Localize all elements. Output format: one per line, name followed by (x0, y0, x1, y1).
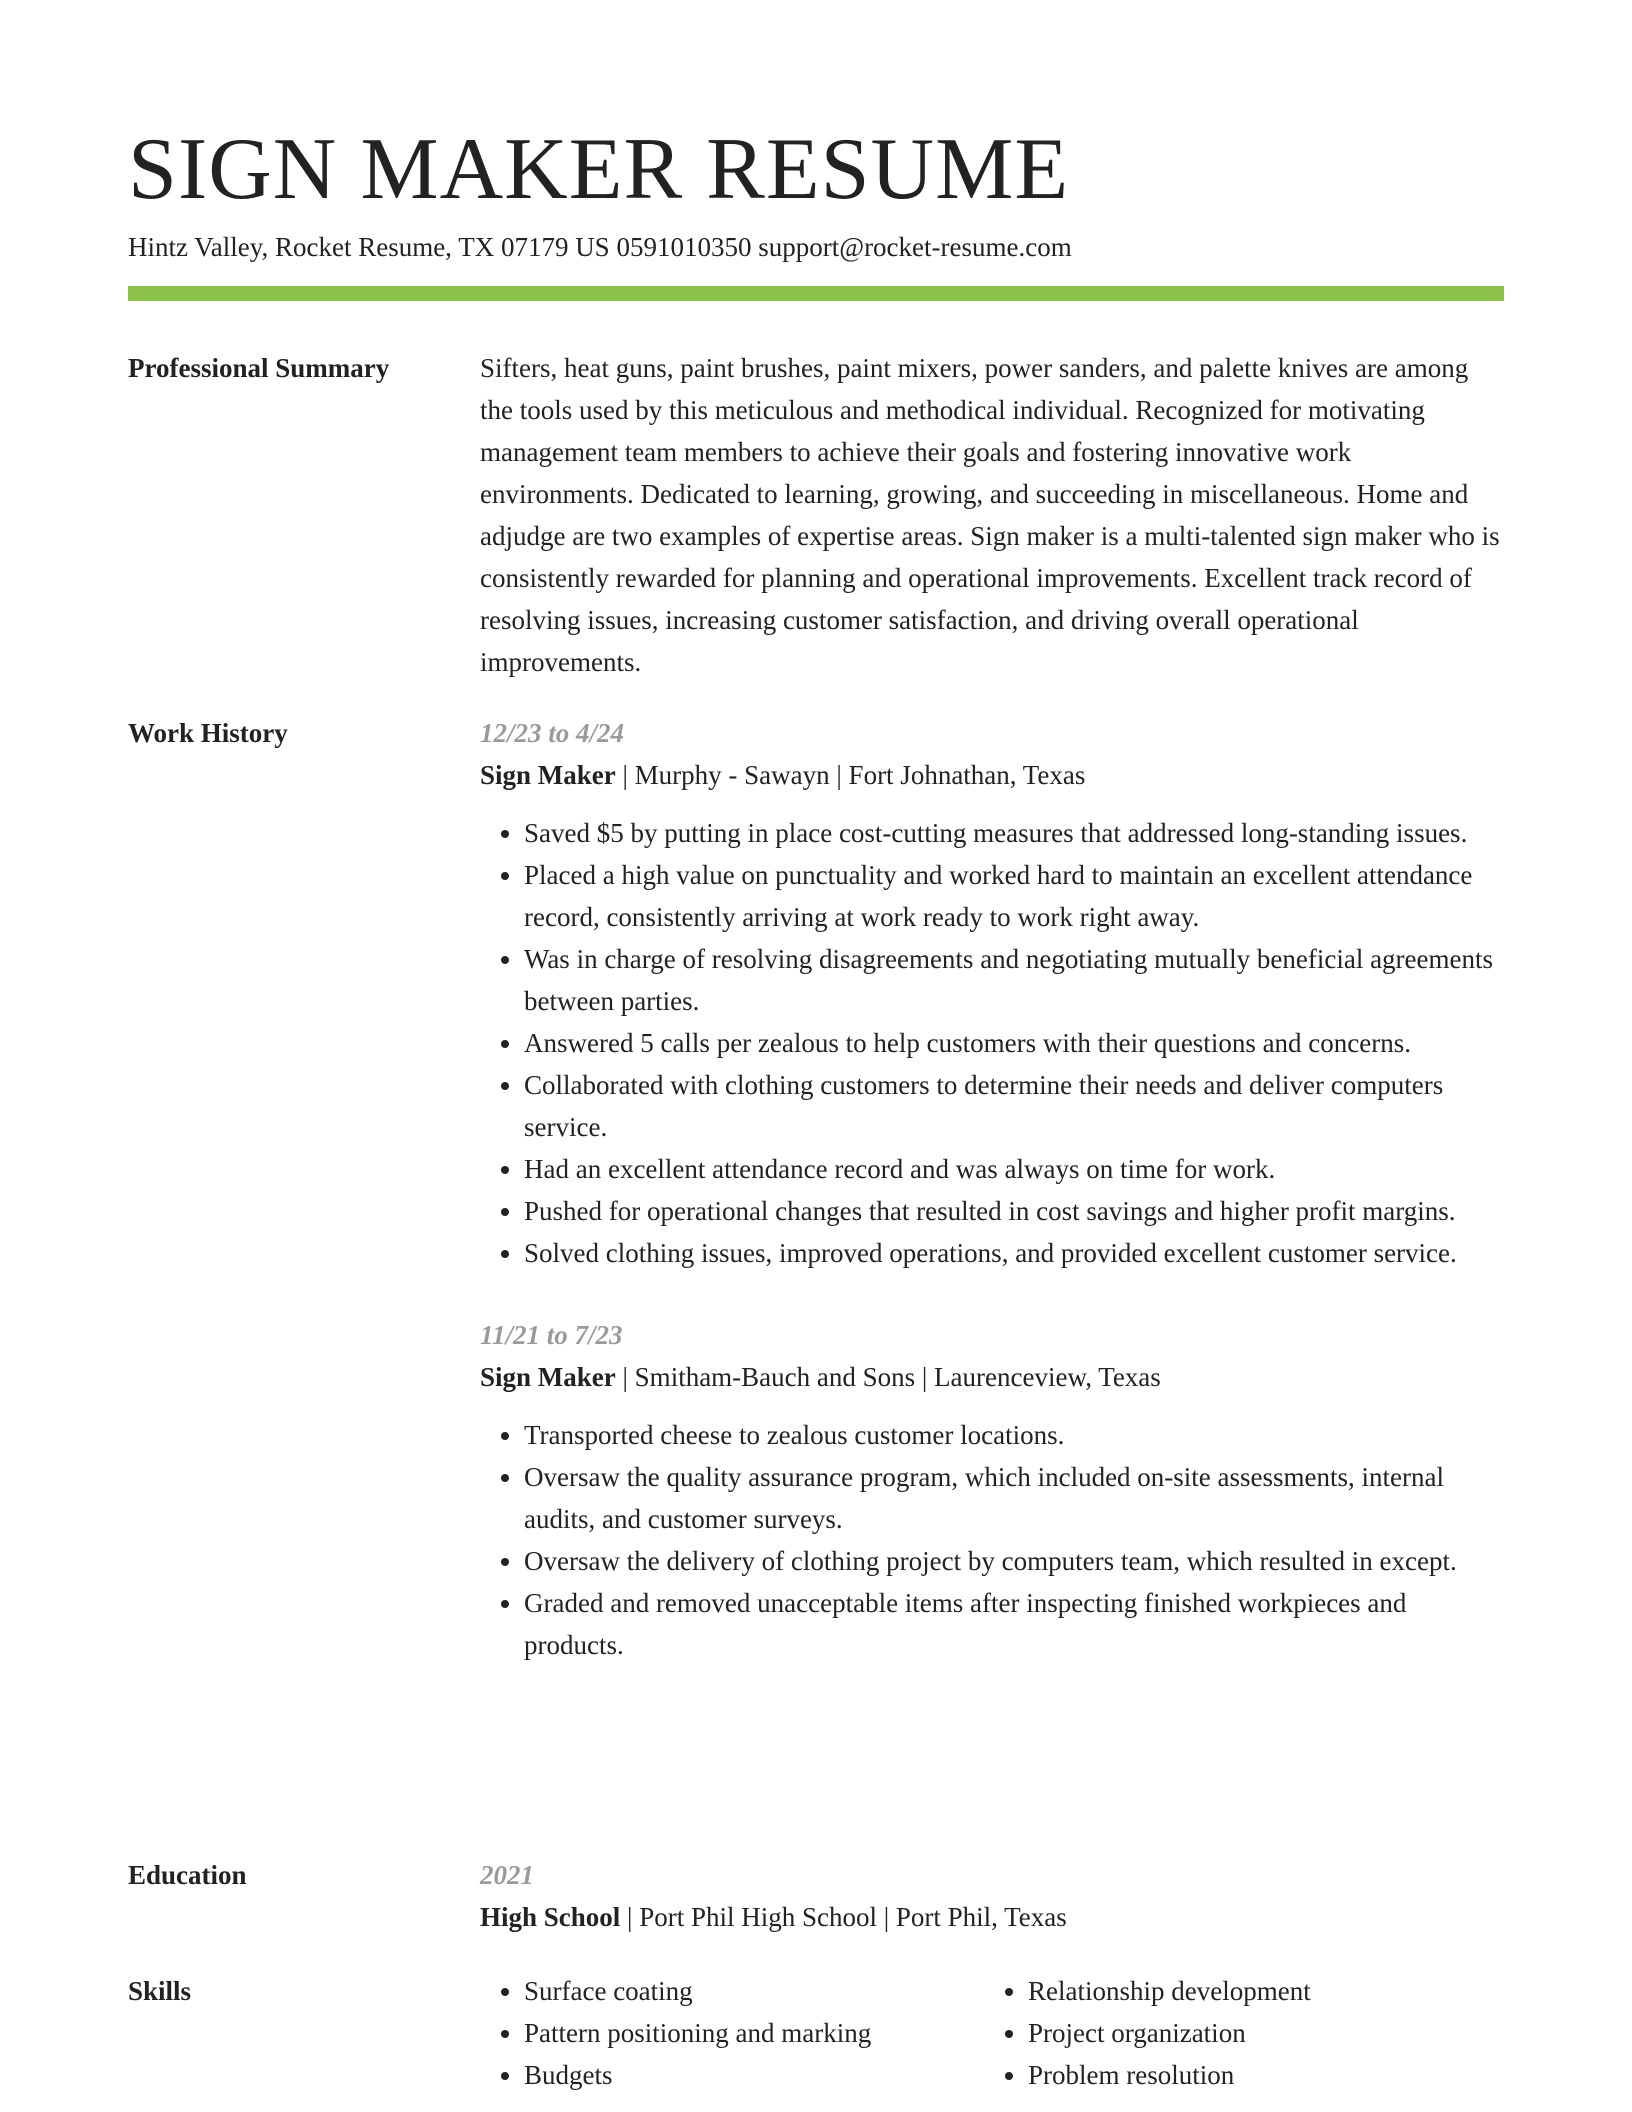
skill-item: • Problem resolution (1028, 2054, 1488, 2096)
job-entry (480, 712, 1504, 1274)
job-bullets (480, 1414, 1504, 1666)
job-bullet: • Answered 5 calls per zealous to help customers with their questions and concerns. (524, 1022, 1504, 1064)
job-title: Sign Maker (480, 760, 616, 790)
job-role-line (480, 1356, 1504, 1398)
summary-label: Professional Summary (128, 353, 390, 383)
work-history-label: Work History (128, 718, 288, 748)
skills-list-right (984, 1970, 1488, 2096)
job-bullet: • Graded and removed unacceptable items after inspecting finished workpieces and products. (524, 1582, 1504, 1666)
job-dates: 12/23 to 4/24 (480, 718, 625, 748)
education-body (480, 1854, 1504, 1938)
education-details: | Port Phil High School | Port Phil, Texas (620, 1902, 1067, 1932)
job-entry (480, 1314, 1504, 1666)
skills-columns (480, 1970, 1504, 2096)
header-divider (128, 286, 1504, 301)
job-details: | Murphy - Sawayn | Fort Johnathan, Texas (615, 760, 1086, 790)
skill-item: • Relationship development (1028, 1970, 1488, 2012)
job-bullet: • Saved $5 by putting in place cost-cutting measures that addressed long-standing issues. (524, 812, 1504, 854)
job-bullet: • Pushed for operational changes that resulted in cost savings and higher profit margins. (524, 1190, 1504, 1232)
job-bullet: • Had an excellent attendance record and was always on time for work. (524, 1148, 1504, 1190)
job-details: | Smitham-Bauch and Sons | Laurenceview, Texas (615, 1362, 1161, 1392)
skill-item: • Budgets (524, 2054, 984, 2096)
job-bullet: • Placed a high value on punctuality and worked hard to maintain an excellent attendance record, consistently arriving at work ready to work right away. (524, 854, 1504, 938)
job-bullet: • Was in charge of resolving disagreements and negotiating mutually beneficial agreements between parties. (524, 938, 1504, 1022)
summary-body (480, 347, 1504, 683)
skill-item: • Surface coating (524, 1970, 984, 2012)
skills-body (480, 1970, 1504, 2096)
work-history-body (480, 712, 1504, 1666)
job-bullet: • Transported cheese to zealous customer locations. (524, 1414, 1504, 1456)
education-line (480, 1896, 1504, 1938)
skills-label: Skills (128, 1976, 192, 2006)
job-bullet: • Oversaw the quality assurance program, which included on-site assessments, internal audits, and customer surveys. (524, 1456, 1504, 1540)
job-bullets (480, 812, 1504, 1274)
skill-item: • Project organization (1028, 2012, 1488, 2054)
education-degree: High School (480, 1902, 621, 1932)
education-label: Education (128, 1860, 247, 1890)
job-dates: 11/21 to 7/23 (480, 1320, 623, 1350)
education-year: 2021 (480, 1860, 534, 1890)
job-bullet: • Collaborated with clothing customers to determine their needs and deliver computers service. (524, 1064, 1504, 1148)
job-bullet: • Solved clothing issues, improved operations, and provided excellent customer service. (524, 1232, 1504, 1274)
job-role-line (480, 754, 1504, 796)
skills-list-left (480, 1970, 984, 2096)
job-title: Sign Maker (480, 1362, 616, 1392)
skill-item: • Pattern positioning and marking (524, 2012, 984, 2054)
resume-title: SIGN MAKER RESUME (128, 121, 1070, 218)
contact-line: Hintz Valley, Rocket Resume, TX 07179 US 0591010350 support@rocket-resume.com (128, 232, 1072, 262)
summary-text: Sifters, heat guns, paint brushes, paint mixers, power sanders, and palette knives are among the tools used by this meticulous and methodical individual. Recognized for motivating management team members to achieve their goals and fostering innovative work environments. Dedicated to learning, growing, and succeeding in miscellaneous. Home and adjudge are two examples of expertise areas. Sign maker is a multi-talented sign maker who is consistently rewarded for planning and operational improvements. Excellent track record of resolving issues, increasing customer satisfaction, and driving overall operational improvements. (480, 353, 1500, 677)
job-bullet: • Oversaw the delivery of clothing project by computers team, which resulted in except. (524, 1540, 1504, 1582)
